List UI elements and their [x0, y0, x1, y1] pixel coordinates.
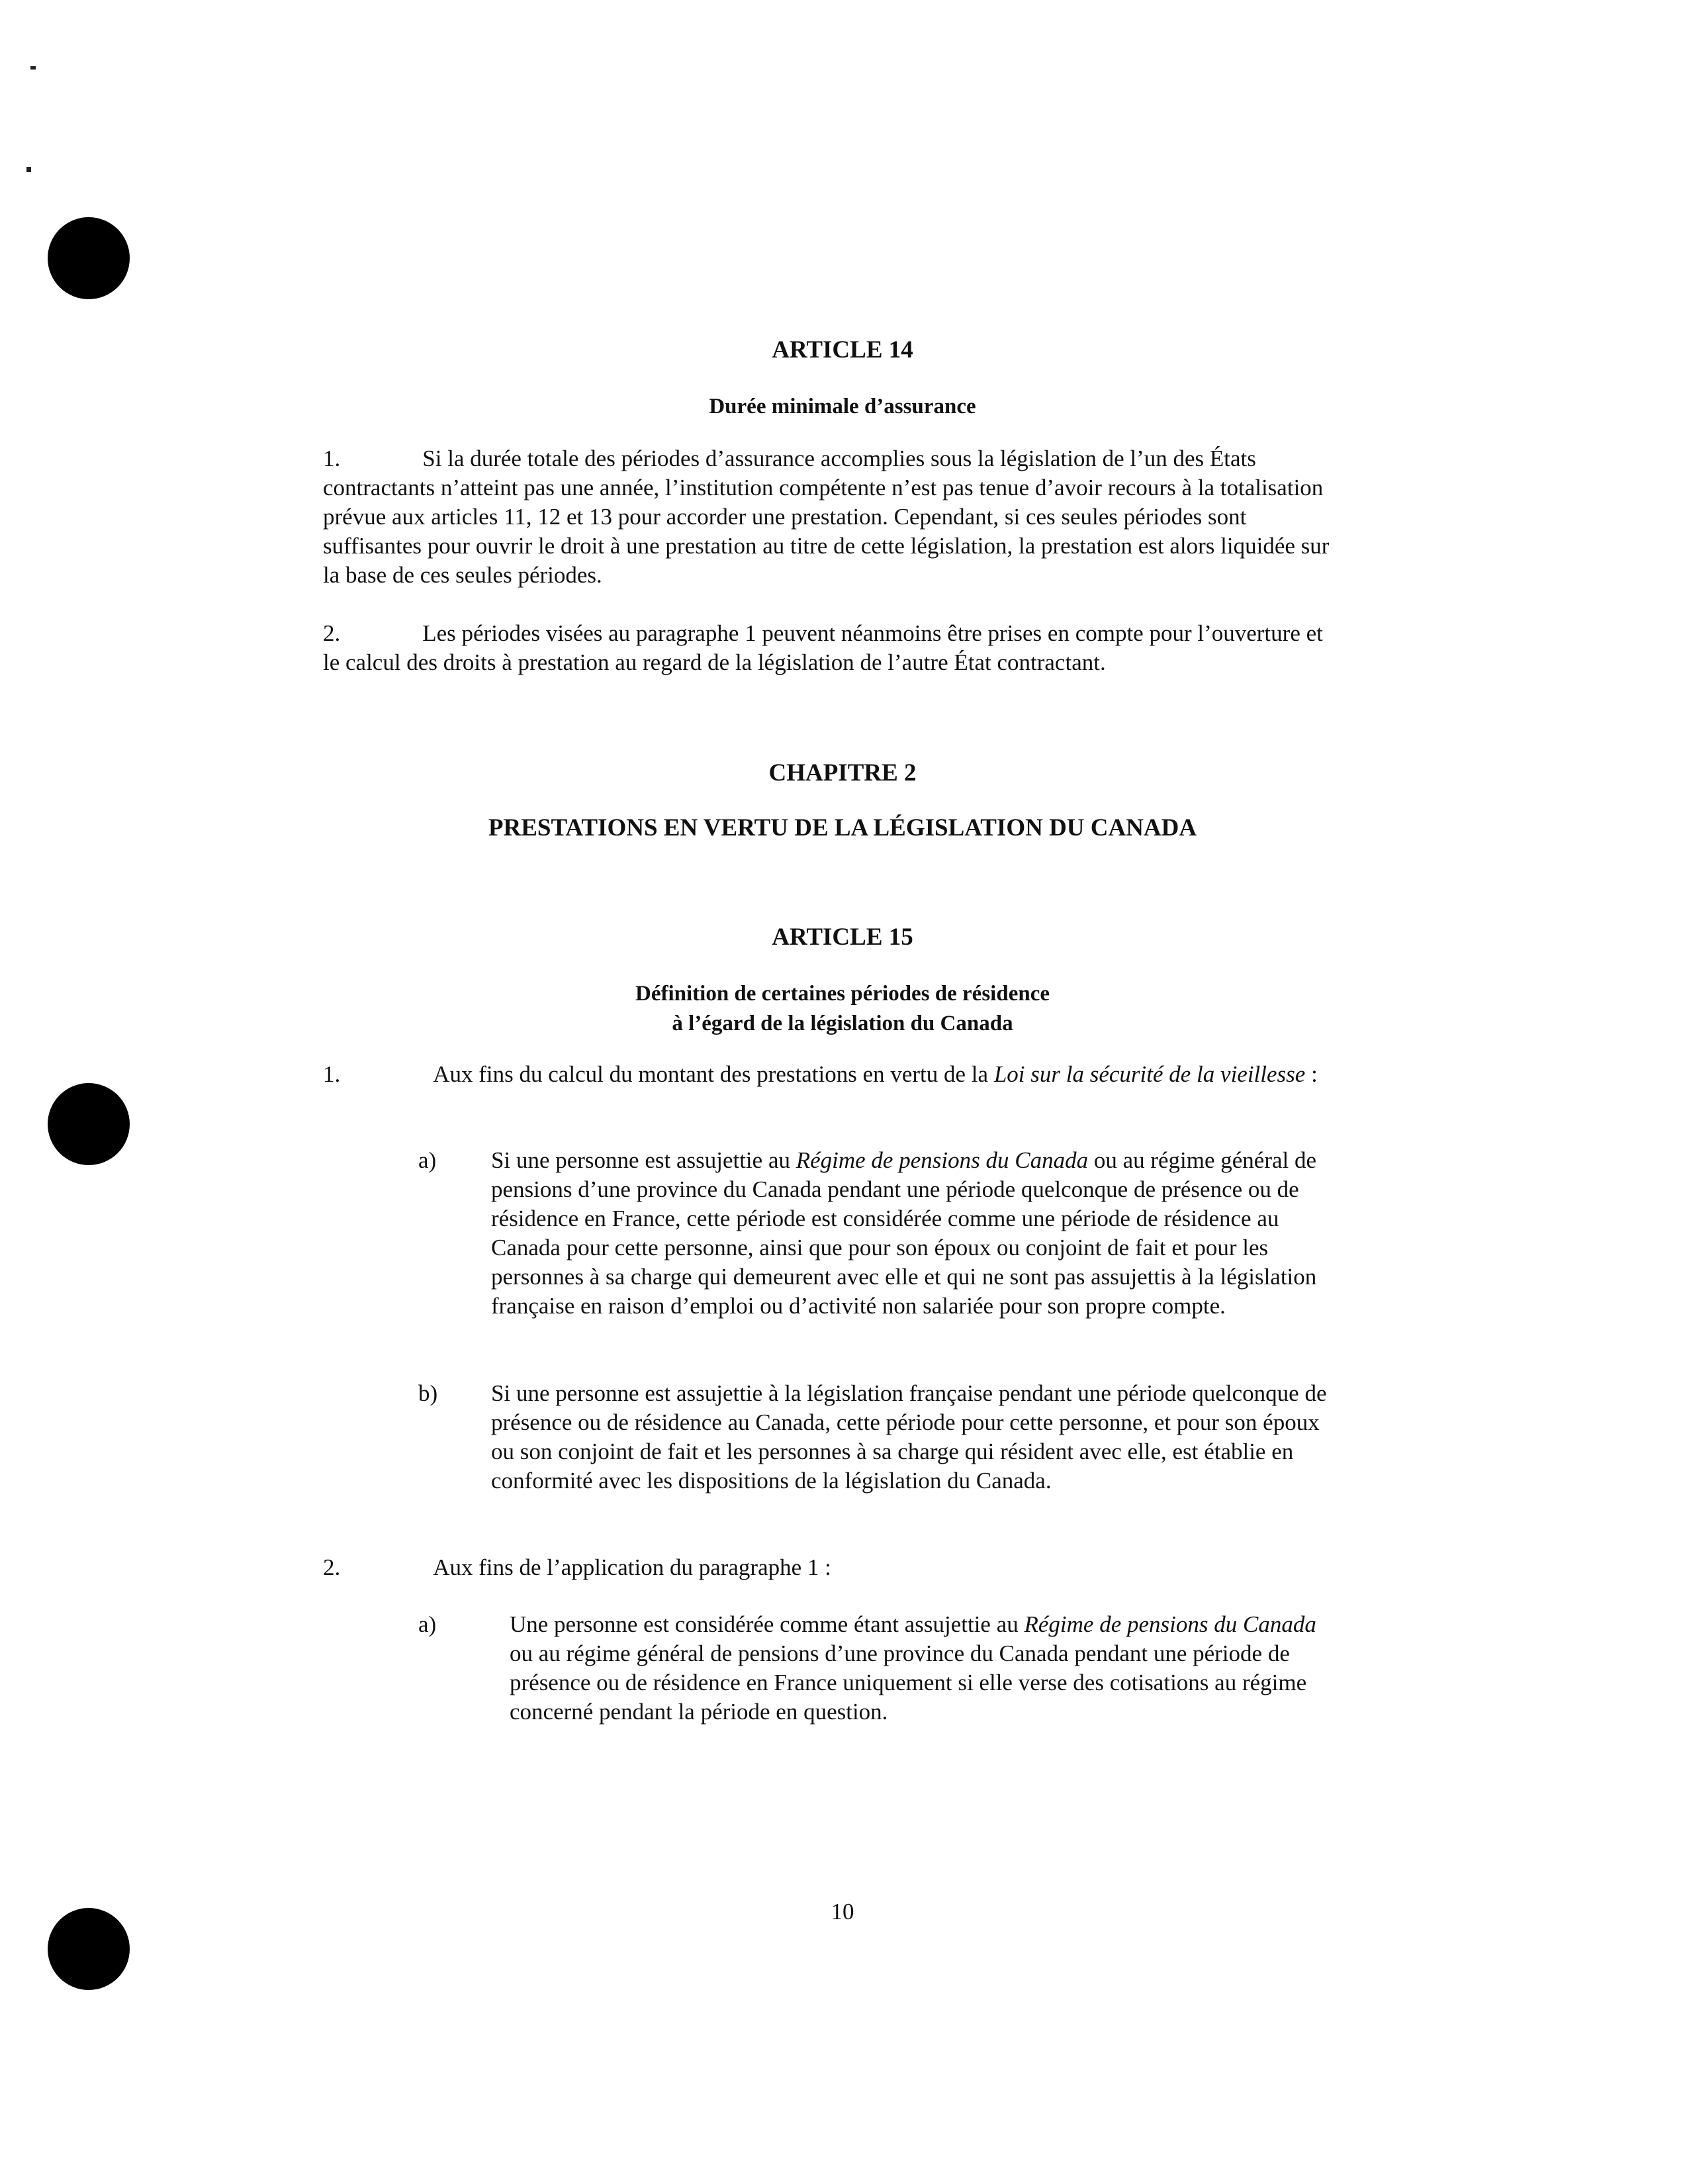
paragraph-number: 2. [323, 620, 341, 646]
subparagraph-label: a) [418, 1147, 437, 1173]
article-14-paragraph-2 [323, 619, 1342, 677]
plan-title: Régime de pensions du Canada [1024, 1611, 1316, 1637]
paragraph-text-end: : [1305, 1061, 1318, 1087]
paragraph-number: 2. [323, 1554, 341, 1580]
chapter-2-title: PRESTATIONS EN VERTU DE LA LÉGISLATION DU CANADA [488, 814, 1197, 841]
article-15-paragraph-2 [323, 1553, 1342, 1582]
article-14-paragraph-1 [323, 444, 1342, 590]
article-15-subparagraph-2a [510, 1610, 1345, 1727]
article-14-heading: ARTICLE 14 [772, 336, 913, 363]
subparagraph-text: Si une personne est assujettie à la législation française pendant une période quelconque de présence ou de résidence au Canada, cette période pour cette personne, et pour son époux ou son conjoint de fait et les personnes à sa charge qui résident avec elle, est établie en conformité avec les dispositions de la législation du Canada. [491, 1380, 1327, 1494]
article-14-title: Durée minimale d’assurance [709, 395, 976, 418]
paragraph-text: Si la durée totale des périodes d’assurance accomplies sous la législation de l’un des États contractants n’atteint pas une année, l’institution compétente n’est pas tenue d’avoir recours à la totalisation prévue aux articles 11, 12 et 13 pour accorder une prestation. Cependant, si ces seules périodes sont suffisantes pour ouvrir le droit à une prestation au titre de cette législation, la prestation est alors liquidée sur la base de ces seules périodes. [323, 446, 1330, 588]
paragraph-text: Les périodes visées au paragraphe 1 peuvent néanmoins être prises en compte pour l’ouverture et le calcul des droits à prestation au regard de la législation de l’autre État contractant. [323, 620, 1323, 675]
article-15-title-line-2: à l’égard de la législation du Canada [672, 1012, 1013, 1035]
subparagraph-label: a) [418, 1611, 437, 1637]
subparagraph-text-end: ou au régime général de pensions d’une province du Canada pendant une période quelconque de présence ou de résidence en France, cette période est considérée comme une période de résidence au Canada pour cette personne, ainsi que pour son époux ou conjoint de fait et pour les personnes à sa charge qui demeurent avec elle et qui ne sont pas assujettis à la législation française en raison d’emploi ou d’activité non salariée pour son propre compte. [491, 1147, 1317, 1319]
subparagraph-text: Si une personne est assujettie au [491, 1147, 796, 1173]
article-15-title-line-1: Définition de certaines périodes de résidence [635, 982, 1050, 1006]
article-15-subparagraph-1b [491, 1379, 1345, 1496]
subparagraph-text: Une personne est considérée comme étant assujettie au [510, 1611, 1025, 1637]
subparagraph-text-end: ou au régime général de pensions d’une province du Canada pendant une période de présence ou de résidence en France uniquement si elle verse des cotisations au régime concerné pendant la période en question. [510, 1640, 1307, 1725]
plan-title: Régime de pensions du Canada [796, 1147, 1089, 1173]
subparagraph-label: b) [418, 1380, 438, 1406]
paragraph-number: 1. [323, 446, 341, 471]
scan-speck [26, 167, 31, 172]
article-15-heading: ARTICLE 15 [772, 924, 913, 951]
article-15-subparagraph-1a [491, 1146, 1345, 1321]
punch-hole-middle [48, 1083, 130, 1165]
paragraph-number: 1. [323, 1061, 341, 1087]
paragraph-text: Aux fins de l’application du paragraphe 1 : [433, 1554, 831, 1580]
article-15-paragraph-1 [323, 1060, 1342, 1089]
chapter-2-heading: CHAPITRE 2 [768, 759, 917, 786]
paragraph-text: Aux fins du calcul du montant des prestations en vertu de la [433, 1061, 994, 1087]
page-number: 10 [831, 1899, 854, 1924]
scan-speck [30, 66, 36, 70]
punch-hole-top [48, 217, 130, 299]
law-title: Loi sur la sécurité de la vieillesse [993, 1061, 1306, 1087]
